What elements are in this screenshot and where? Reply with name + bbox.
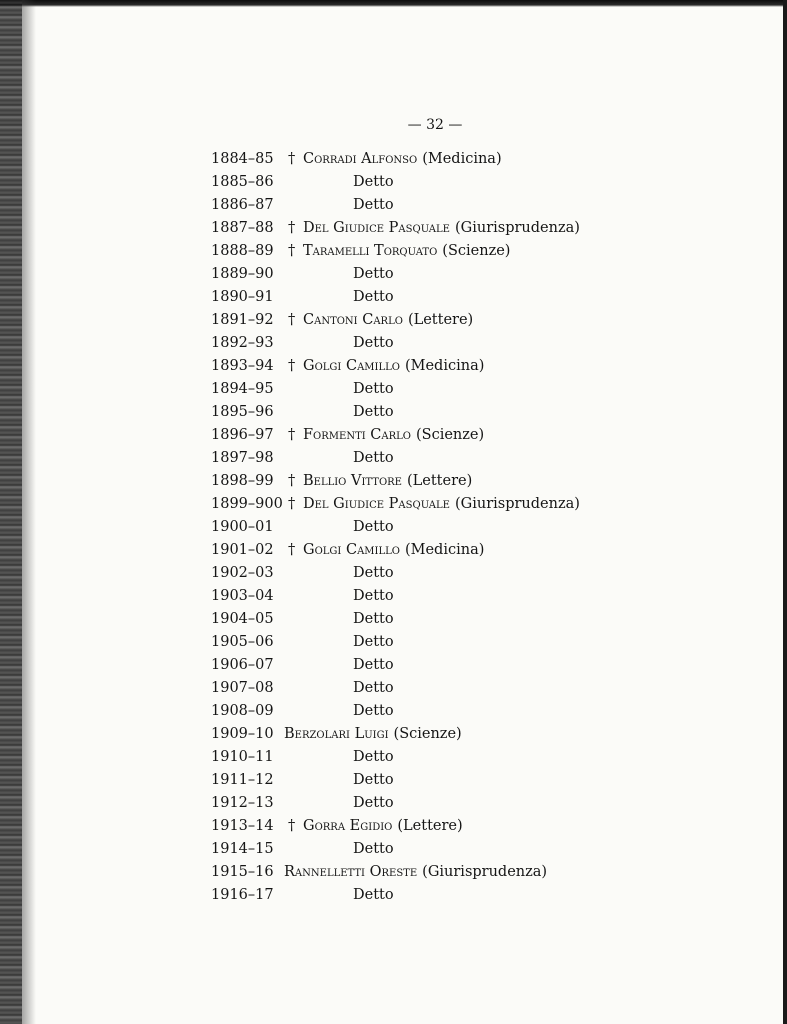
detto-label: Detto <box>353 335 394 351</box>
academic-year: 1916–17 <box>211 887 274 903</box>
faculty-label: (Lettere) <box>407 312 474 328</box>
academic-year: 1889–90 <box>211 266 274 282</box>
detto-label: Detto <box>353 841 394 857</box>
faculty-label: (Lettere) <box>406 473 473 489</box>
rector-name: Del Giudice Pasquale <box>303 220 450 236</box>
faculty-label: (Scienze) <box>442 243 511 259</box>
academic-year: 1892–93 <box>211 335 274 351</box>
academic-year: 1897–98 <box>211 450 274 466</box>
dagger-mark: † <box>288 312 296 328</box>
dagger-mark: † <box>288 542 296 558</box>
academic-year: 1899–900 <box>211 496 283 512</box>
academic-year: 1887–88 <box>211 220 274 236</box>
academic-year: 1890–91 <box>211 289 274 305</box>
dagger-mark: † <box>288 473 296 489</box>
detto-label: Detto <box>353 795 394 811</box>
faculty-label: (Giurisprudenza) <box>422 864 548 880</box>
rector-name: Bellio Vittore <box>303 473 402 489</box>
academic-year: 1902–03 <box>211 565 274 581</box>
academic-year: 1900–01 <box>211 519 274 535</box>
rector-entry <box>303 470 472 493</box>
rector-name: Cantoni Carlo <box>303 312 403 328</box>
faculty-label: (Scienze) <box>416 427 485 443</box>
academic-year: 1909–10 <box>211 726 274 742</box>
rector-entry <box>303 240 510 263</box>
detto-label: Detto <box>353 519 394 535</box>
academic-year: 1898–99 <box>211 473 274 489</box>
faculty-label: (Giurisprudenza) <box>454 220 580 236</box>
rector-entry <box>303 217 580 240</box>
dagger-mark: † <box>288 358 296 374</box>
academic-year: 1912–13 <box>211 795 274 811</box>
rector-name: Rannelletti Oreste <box>284 864 418 880</box>
academic-year: 1904–05 <box>211 611 274 627</box>
detto-label: Detto <box>353 772 394 788</box>
dagger-mark: † <box>288 427 296 443</box>
rector-entry <box>303 493 580 516</box>
detto-label: Detto <box>353 450 394 466</box>
academic-year: 1884–85 <box>211 151 274 167</box>
rector-name: Gorra Egidio <box>303 818 393 834</box>
dagger-mark: † <box>288 151 296 167</box>
rector-name: Del Giudice Pasquale <box>303 496 450 512</box>
academic-year: 1915–16 <box>211 864 274 880</box>
rector-name: Berzolari Luigi <box>284 726 389 742</box>
detto-label: Detto <box>353 703 394 719</box>
rector-name: Corradi Alfonso <box>303 151 418 167</box>
rector-name: Taramelli Torquato <box>303 243 438 259</box>
academic-year: 1905–06 <box>211 634 274 650</box>
detto-label: Detto <box>353 289 394 305</box>
rector-entry <box>303 815 463 838</box>
detto-label: Detto <box>353 749 394 765</box>
rector-name: Formenti Carlo <box>303 427 411 443</box>
academic-year: 1895–96 <box>211 404 274 420</box>
academic-year: 1907–08 <box>211 680 274 696</box>
rector-entry <box>303 424 484 447</box>
academic-year: 1888–89 <box>211 243 274 259</box>
faculty-label: (Medicina) <box>422 151 502 167</box>
page-number: — 32 — <box>407 117 463 133</box>
dagger-mark: † <box>288 496 296 512</box>
academic-year: 1906–07 <box>211 657 274 673</box>
page-right-edge <box>783 0 787 1024</box>
academic-year: 1910–11 <box>211 749 274 765</box>
detto-label: Detto <box>353 404 394 420</box>
academic-year: 1908–09 <box>211 703 274 719</box>
dagger-mark: † <box>288 243 296 259</box>
detto-label: Detto <box>353 197 394 213</box>
faculty-label: (Medicina) <box>404 542 485 558</box>
faculty-label: (Scienze) <box>393 726 462 742</box>
academic-year: 1886–87 <box>211 197 274 213</box>
rector-entry <box>303 355 484 378</box>
academic-year: 1891–92 <box>211 312 274 328</box>
detto-label: Detto <box>353 381 394 397</box>
detto-label: Detto <box>353 634 394 650</box>
rector-entry <box>284 861 547 884</box>
academic-year: 1901–02 <box>211 542 274 558</box>
detto-label: Detto <box>353 887 394 903</box>
detto-label: Detto <box>353 588 394 604</box>
rector-entry <box>284 723 462 746</box>
rector-entry <box>303 539 484 562</box>
academic-year: 1893–94 <box>211 358 274 374</box>
detto-label: Detto <box>353 266 394 282</box>
academic-year: 1913–14 <box>211 818 274 834</box>
detto-label: Detto <box>353 174 394 190</box>
rector-entry <box>303 148 502 171</box>
faculty-label: (Lettere) <box>397 818 463 834</box>
rector-entry <box>303 309 473 332</box>
page-top-border <box>0 0 787 7</box>
academic-year: 1894–95 <box>211 381 274 397</box>
faculty-label: (Medicina) <box>404 358 485 374</box>
academic-year: 1885–86 <box>211 174 274 190</box>
detto-label: Detto <box>353 680 394 696</box>
academic-year: 1896–97 <box>211 427 274 443</box>
academic-year: 1914–15 <box>211 841 274 857</box>
academic-year: 1903–04 <box>211 588 274 604</box>
rector-name: Golgi Camillo <box>303 358 400 374</box>
binding-spine <box>0 0 22 1024</box>
dagger-mark: † <box>288 818 296 834</box>
rector-name: Golgi Camillo <box>303 542 400 558</box>
academic-year: 1911–12 <box>211 772 274 788</box>
dagger-mark: † <box>288 220 296 236</box>
faculty-label: (Giurisprudenza) <box>454 496 580 512</box>
detto-label: Detto <box>353 565 394 581</box>
detto-label: Detto <box>353 657 394 673</box>
binding-shadow <box>22 0 36 1024</box>
detto-label: Detto <box>353 611 394 627</box>
